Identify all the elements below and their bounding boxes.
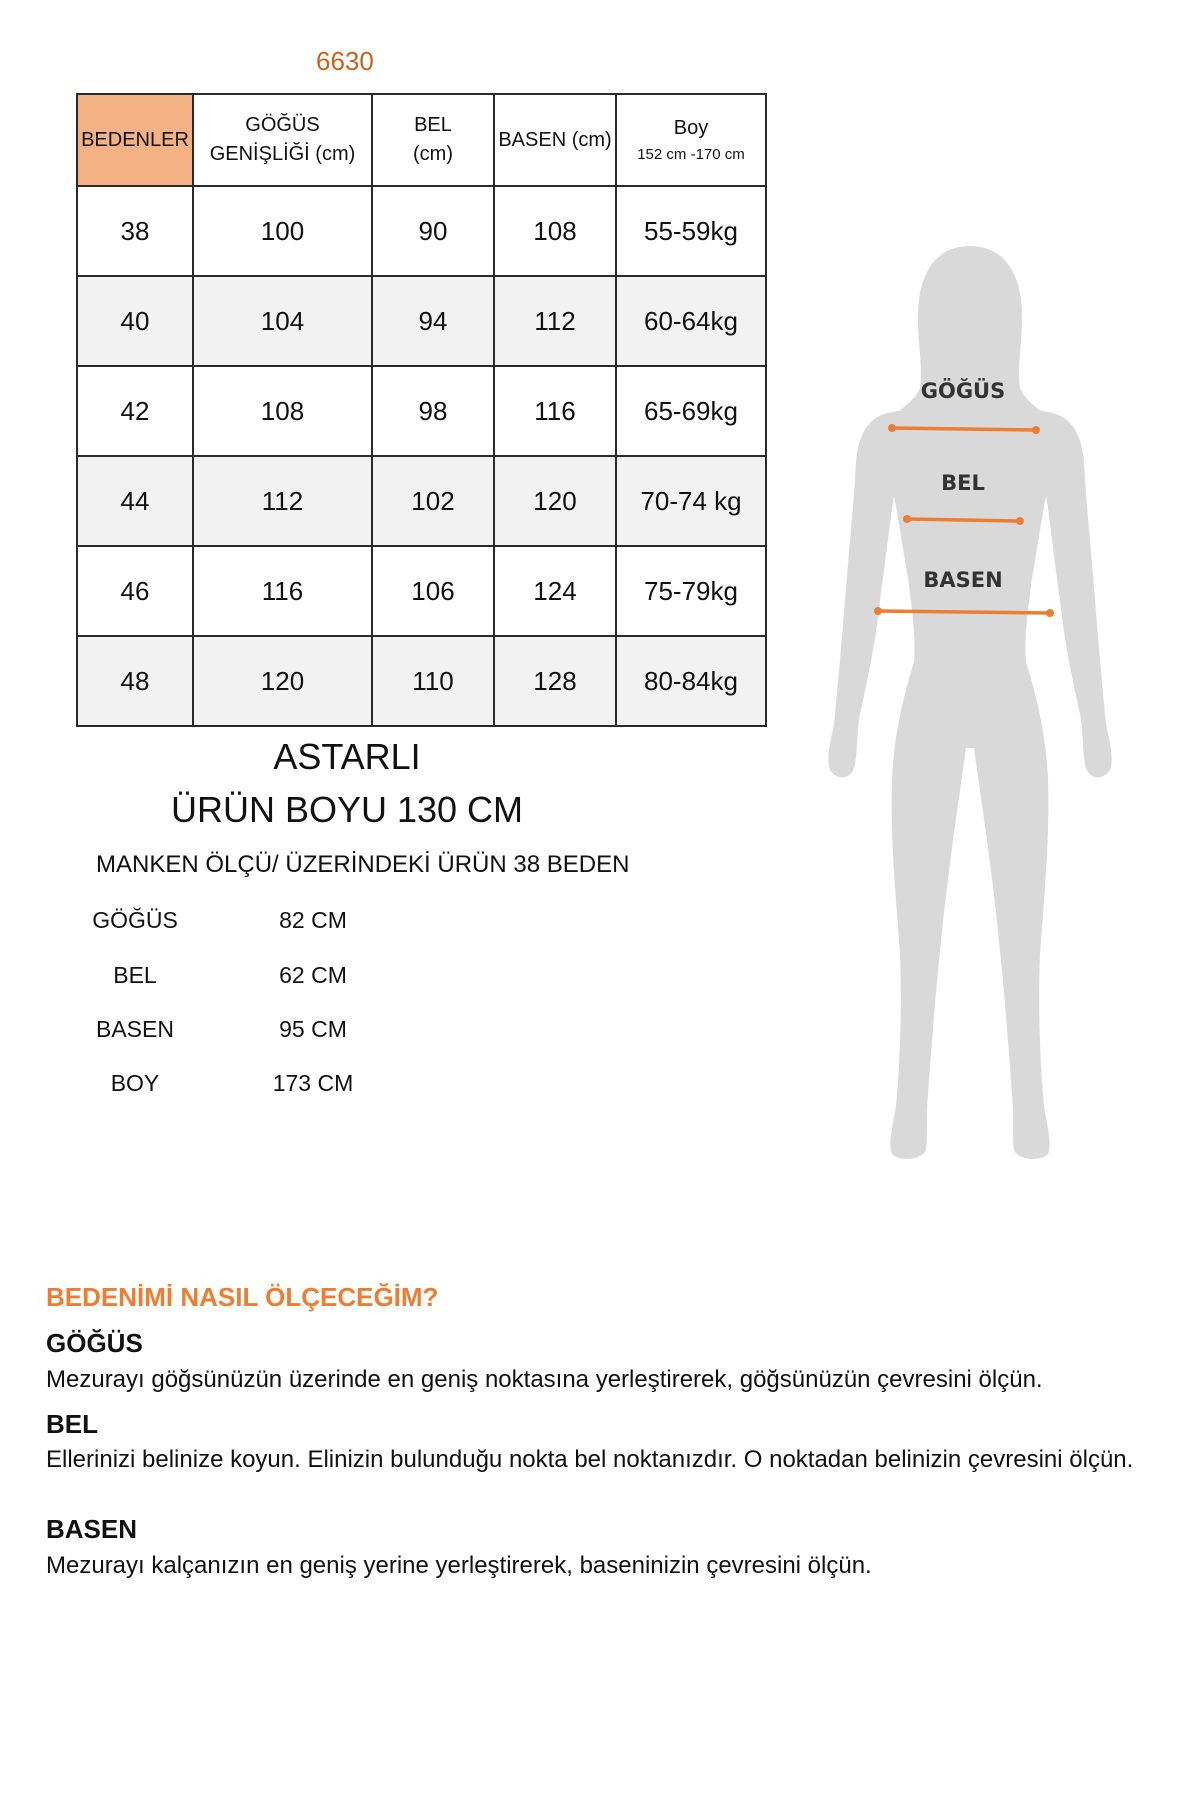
model-measurement-value: 95 CM [279,1016,347,1042]
cell-size: 44 [77,456,193,546]
model-measurement-row [70,1016,370,1046]
cell-chest: 100 [193,186,372,276]
model-measurement-value: 173 CM [272,1070,354,1096]
cell-hip: 120 [494,456,616,546]
cell-waist: 106 [372,546,494,636]
cell-weight: 75-79kg [616,546,766,636]
cell-hip: 112 [494,276,616,366]
cell-chest: 108 [193,366,372,456]
header-height: Boy 152 cm -170 cm [616,94,766,186]
model-measurement-row [70,907,370,937]
figure-label-chest: GÖĞÜS [920,379,1006,403]
model-measurement-value: 62 CM [279,962,347,988]
size-table [76,93,767,727]
model-measurement-row [70,962,370,992]
table-row [77,546,766,636]
guide-text-waist: Ellerinizi belinize koyun. Elinizin bulunduğu nokta bel noktanızdır. O noktadan belinizin çevresini ölçün. [46,1446,1134,1473]
cell-chest: 104 [193,276,372,366]
cell-hip: 108 [494,186,616,276]
body-measurement-figure [820,238,1120,1178]
table-row [77,366,766,456]
cell-chest: 116 [193,546,372,636]
model-measurement-label: BOY [110,1070,160,1096]
cell-waist: 98 [372,366,494,456]
model-measurement-label: GÖĞÜS [92,907,178,933]
cell-weight: 55-59kg [616,186,766,276]
cell-size: 42 [77,366,193,456]
cell-hip: 124 [494,546,616,636]
model-measurement-label: BEL [113,962,157,988]
guide-heading-hip: BASEN [46,1514,138,1544]
table-row [77,276,766,366]
product-code: 6630 [316,46,374,76]
cell-weight: 70-74 kg [616,456,766,546]
table-row [77,636,766,726]
cell-waist: 102 [372,456,494,546]
header-hip: BASEN (cm) [494,94,616,186]
lining-note: ASTARLI [273,736,421,777]
cell-size: 40 [77,276,193,366]
table-row [77,186,766,276]
header-waist: BEL (cm) [372,94,494,186]
table-row [77,456,766,546]
cell-waist: 94 [372,276,494,366]
measuring-guide-title: BEDENİMİ NASIL ÖLÇECEĞİM? [46,1282,439,1312]
cell-waist: 90 [372,186,494,276]
cell-hip: 116 [494,366,616,456]
product-length: ÜRÜN BOYU 130 CM [170,789,524,830]
model-measurement-row [70,1070,370,1100]
cell-chest: 112 [193,456,372,546]
cell-waist: 110 [372,636,494,726]
cell-weight: 65-69kg [616,366,766,456]
cell-size: 38 [77,186,193,276]
guide-text-chest: Mezurayı göğsünüzün üzerinde en geniş noktasına yerleştirerek, göğsünüzün çevresini ölçün. [46,1366,1043,1393]
model-measurement-value: 82 CM [279,907,347,933]
cell-size: 48 [77,636,193,726]
cell-hip: 128 [494,636,616,726]
guide-text-hip: Mezurayı kalçanızın en geniş yerine yerleştirerek, baseninizin çevresini ölçün. [46,1552,872,1579]
figure-label-waist: BEL [941,471,985,495]
cell-chest: 120 [193,636,372,726]
cell-weight: 60-64kg [616,276,766,366]
table-header-row [77,94,766,186]
guide-heading-waist: BEL [46,1409,98,1439]
header-chest: GÖĞÜS GENİŞLİĞİ (cm) [193,94,372,186]
model-measurement-label: BASEN [96,1016,174,1042]
header-size: BEDENLER [77,94,193,186]
model-measurements-title: MANKEN ÖLÇÜ/ ÜZERİNDEKİ ÜRÜN 38 BEDEN [96,851,630,878]
figure-label-hip: BASEN [923,568,1003,592]
cell-weight: 80-84kg [616,636,766,726]
guide-heading-chest: GÖĞÜS [46,1328,143,1358]
cell-size: 46 [77,546,193,636]
